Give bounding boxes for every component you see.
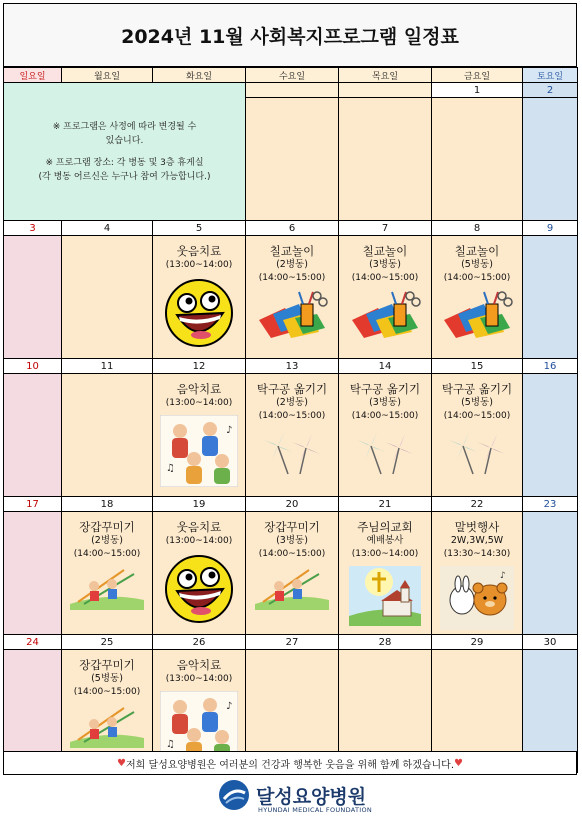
- date-cell: 24: [4, 635, 62, 650]
- date-cell: 12: [153, 359, 246, 374]
- paper-craft-icon: [432, 290, 522, 340]
- event-ward: 2W,3W,5W: [450, 535, 504, 546]
- notice-line: 있습니다.: [105, 135, 144, 146]
- event-time: (14:00~15:00): [351, 273, 419, 283]
- date-cell: 10: [4, 359, 62, 374]
- day-cell: [246, 98, 339, 221]
- day-cell: [432, 98, 523, 221]
- event-ward: (5병동): [461, 259, 493, 270]
- svg-text:♫: ♫: [166, 463, 175, 474]
- svg-text:♪: ♪: [226, 701, 233, 712]
- day-cell: [246, 512, 339, 635]
- kids-field-icon: [62, 704, 152, 748]
- weekday-header-row: [4, 68, 578, 83]
- date-cell: 20: [246, 497, 339, 512]
- day-cell: [523, 236, 578, 359]
- weekday-tue: 화요일: [153, 68, 246, 83]
- event-time: (13:00~14:00): [165, 674, 233, 684]
- event-title: 말벗행사: [454, 520, 500, 534]
- day-cell: [246, 374, 339, 497]
- day-cell: [4, 512, 62, 635]
- event-title: 탁구공 옮기기: [256, 382, 328, 396]
- day-cell: [339, 98, 432, 221]
- event-time: (14:00~15:00): [258, 549, 326, 559]
- day-cell: [4, 236, 62, 359]
- event-title: 장갑꾸미기: [79, 520, 135, 534]
- date-cell: 16: [523, 359, 578, 374]
- event-ward: (5병동): [91, 673, 123, 684]
- heart-icon: ♥: [454, 757, 463, 769]
- event-title: 탁구공 옮기기: [441, 382, 513, 396]
- weekday-sun: 일요일: [4, 68, 62, 83]
- day-cell: [62, 512, 153, 635]
- event-ward: (3병동): [369, 259, 401, 270]
- event-time: (13:00~14:00): [351, 549, 419, 559]
- event-time: (13:00~14:00): [165, 260, 233, 270]
- paper-craft-icon: [246, 290, 338, 340]
- kids-field-icon: [62, 566, 152, 610]
- date-cell: 29: [432, 635, 523, 650]
- date-cell: 22: [432, 497, 523, 512]
- calendar-table: [3, 67, 578, 773]
- event-time: (14:00~15:00): [73, 549, 141, 559]
- event-title: 장갑꾸미기: [79, 658, 135, 672]
- day-cell: [432, 512, 523, 635]
- event-time: (13:00~14:00): [165, 536, 233, 546]
- event-title: 칠교놀이: [454, 244, 500, 258]
- day-cell: [432, 236, 523, 359]
- day-cell: [339, 512, 432, 635]
- church-icon: [339, 566, 431, 626]
- footer-text: 저희 달성요양병원은 여러분의 건강과 행복한 웃음을 위해 함께 하겠습니다.: [125, 759, 455, 771]
- day-cell: [153, 374, 246, 497]
- event-time: (13:30~14:30): [443, 549, 511, 559]
- event-title: 칠교놀이: [362, 244, 408, 258]
- date-cell: 18: [62, 497, 153, 512]
- notice-line: (각 병동 어르신은 누구나 참여 가능합니다.): [38, 171, 211, 182]
- event-title: 장갑꾸미기: [264, 520, 320, 534]
- day-cell: [153, 512, 246, 635]
- event-title: 음악치료: [176, 382, 222, 396]
- date-row: [4, 635, 578, 650]
- event-ward: (5병동): [461, 397, 493, 408]
- event-title: 탁구공 옮기기: [349, 382, 421, 396]
- smiley-face-icon: [153, 277, 245, 349]
- date-cell: 6: [246, 221, 339, 236]
- day-cell: [339, 374, 432, 497]
- date-cell: [246, 83, 339, 98]
- date-row: [4, 359, 578, 374]
- logo-emblem-icon: [218, 779, 250, 811]
- svg-text:♪: ♪: [226, 425, 233, 436]
- day-cell: [523, 98, 578, 221]
- event-ward: (3병동): [276, 535, 308, 546]
- day-cell: [339, 236, 432, 359]
- day-cell: [246, 236, 339, 359]
- weekday-sat: 토요일: [523, 68, 578, 83]
- date-cell: 8: [432, 221, 523, 236]
- notice-line: ※ 프로그램 장소: 각 병동 및 3층 휴게실: [45, 157, 204, 168]
- paper-craft-icon: [339, 290, 431, 340]
- date-cell: [339, 83, 432, 98]
- event-title: 주님의교회: [357, 520, 413, 534]
- music-people-icon: [153, 415, 245, 487]
- event-time: (14:00~15:00): [443, 273, 511, 283]
- date-cell: 26: [153, 635, 246, 650]
- event-title: 칠교놀이: [269, 244, 315, 258]
- event-time: (14:00~15:00): [73, 687, 141, 697]
- logo-name: 달성요양병원: [256, 785, 367, 808]
- date-cell: 1: [432, 83, 523, 98]
- date-cell: 15: [432, 359, 523, 374]
- event-ward: (3병동): [369, 397, 401, 408]
- kids-field-icon: [246, 566, 338, 610]
- date-cell: 5: [153, 221, 246, 236]
- event-title: 웃음치료: [176, 520, 222, 534]
- event-title: 웃음치료: [176, 244, 222, 258]
- day-cell: [62, 374, 153, 497]
- pinwheels-icon: [246, 428, 338, 476]
- event-time: (14:00~15:00): [443, 411, 511, 421]
- smiley-face-icon: [153, 553, 245, 625]
- date-cell: 3: [4, 221, 62, 236]
- heart-icon: ♥: [116, 757, 126, 769]
- event-time: (14:00~15:00): [258, 411, 326, 421]
- date-cell: 11: [62, 359, 153, 374]
- day-cell: [523, 374, 578, 497]
- event-ward: (2병동): [91, 535, 123, 546]
- date-row: [4, 497, 578, 512]
- event-ward: 예배봉사: [366, 535, 404, 546]
- page-title: 2024년 11월 사회복지프로그램 일정표: [3, 3, 577, 67]
- week-row: [4, 512, 578, 635]
- event-time: (14:00~15:00): [258, 273, 326, 283]
- notice-line: ※ 프로그램은 사정에 따라 변경될 수: [52, 121, 197, 132]
- date-cell: 4: [62, 221, 153, 236]
- day-cell: [523, 512, 578, 635]
- week-row: [4, 374, 578, 497]
- date-cell: 25: [62, 635, 153, 650]
- week-row: [4, 236, 578, 359]
- date-cell: 30: [523, 635, 578, 650]
- weekday-fri: 금요일: [432, 68, 523, 83]
- event-time: (13:00~14:00): [165, 398, 233, 408]
- date-row: [4, 83, 578, 98]
- svg-text:♪: ♪: [500, 571, 506, 581]
- bear-character-icon: [432, 566, 522, 630]
- date-cell: 9: [523, 221, 578, 236]
- event-ward: (2병동): [276, 259, 308, 270]
- weekday-thu: 목요일: [339, 68, 432, 83]
- svg-text:♫: ♫: [166, 739, 175, 750]
- date-cell: 17: [4, 497, 62, 512]
- date-row: [4, 221, 578, 236]
- date-cell: 19: [153, 497, 246, 512]
- pinwheels-icon: [432, 428, 522, 476]
- date-cell: 28: [339, 635, 432, 650]
- date-cell: 2: [523, 83, 578, 98]
- date-cell: 21: [339, 497, 432, 512]
- event-title: 음악치료: [176, 658, 222, 672]
- day-cell: [153, 236, 246, 359]
- day-cell: [4, 374, 62, 497]
- event-time: (14:00~15:00): [351, 411, 419, 421]
- weekday-wed: 수요일: [246, 68, 339, 83]
- date-cell: 27: [246, 635, 339, 650]
- logo-subtitle: HYUNDAI MEDICAL FOUNDATION: [258, 806, 373, 814]
- pinwheels-icon: [339, 428, 431, 476]
- weekday-mon: 월요일: [62, 68, 153, 83]
- date-cell: 13: [246, 359, 339, 374]
- day-cell: [62, 236, 153, 359]
- event-ward: (2병동): [276, 397, 308, 408]
- footer-message: [3, 751, 577, 775]
- date-cell: 7: [339, 221, 432, 236]
- day-cell: [432, 374, 523, 497]
- date-cell: 23: [523, 497, 578, 512]
- notice-cell: [4, 83, 246, 221]
- date-cell: 14: [339, 359, 432, 374]
